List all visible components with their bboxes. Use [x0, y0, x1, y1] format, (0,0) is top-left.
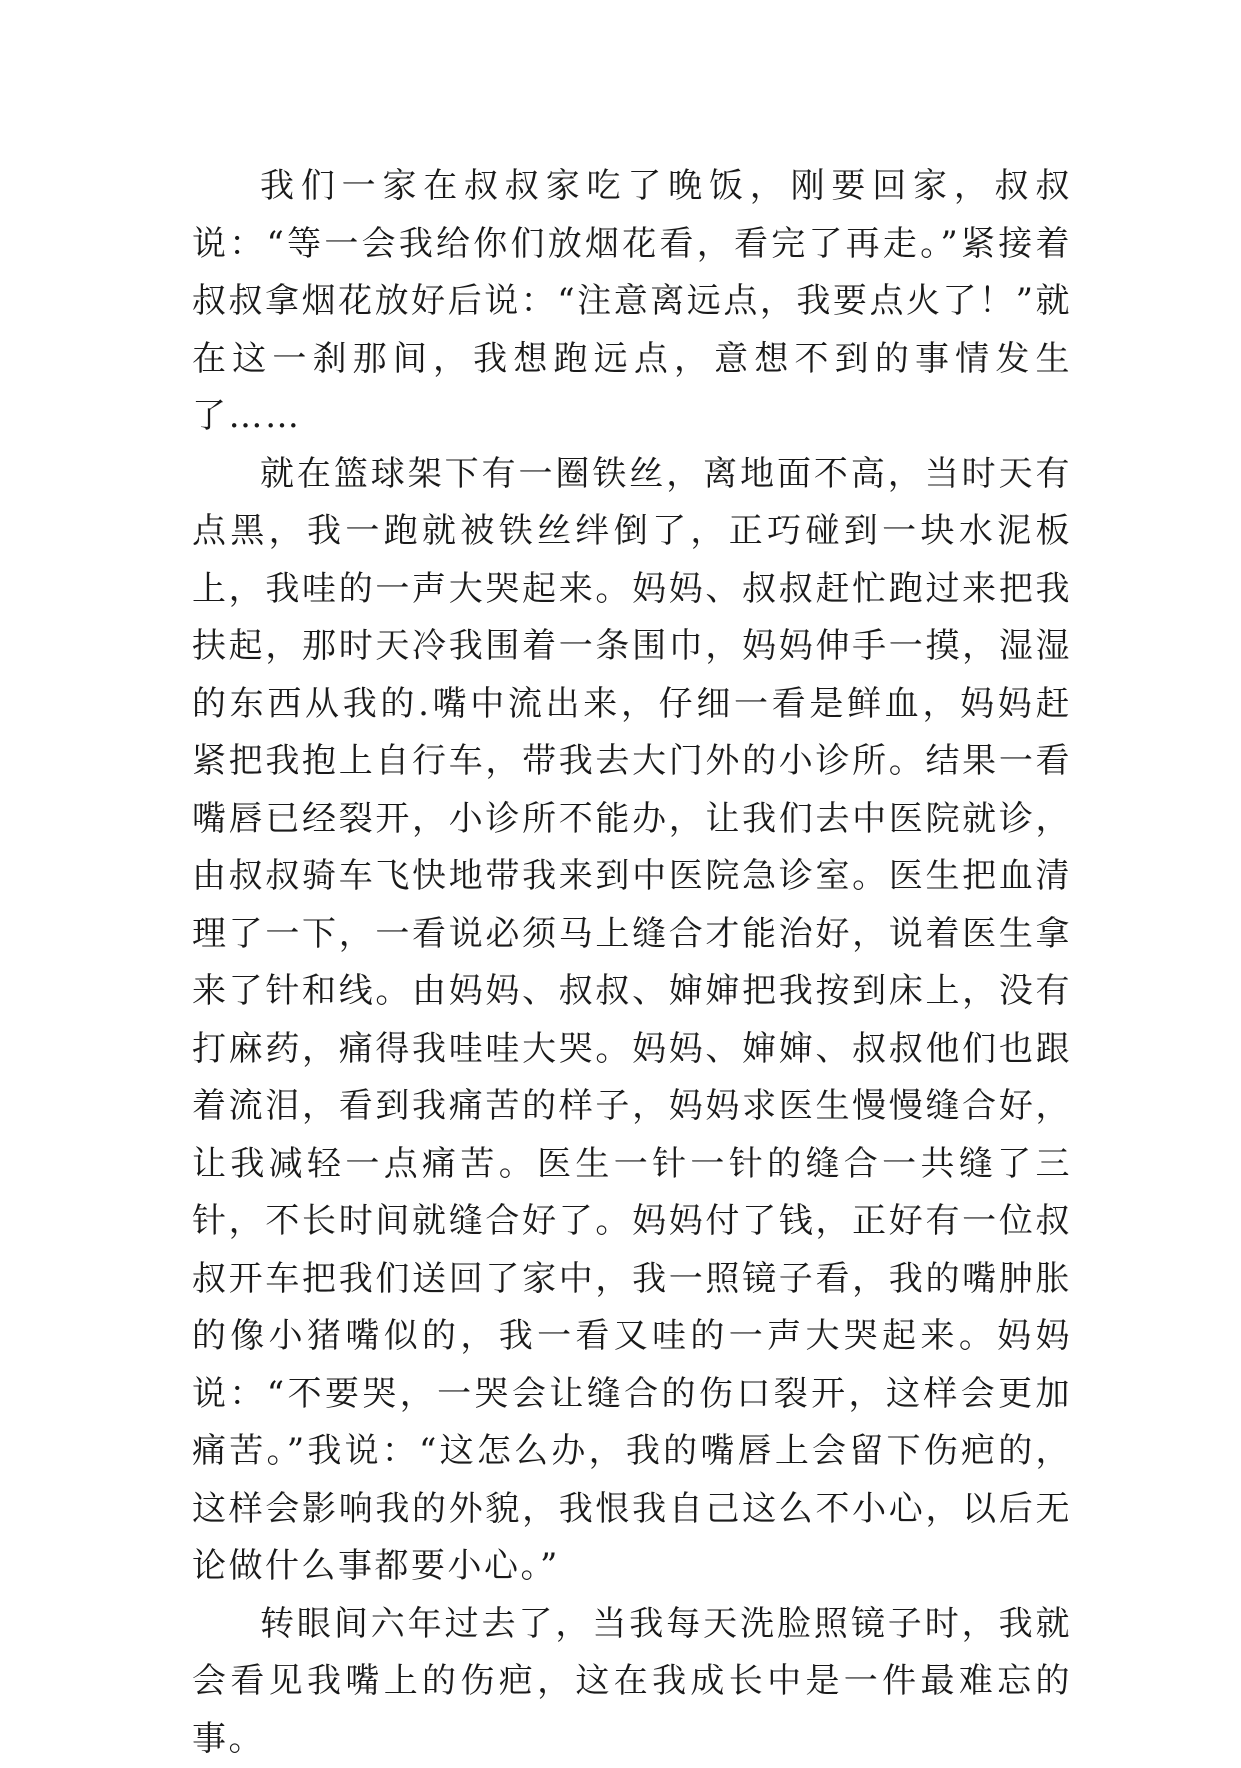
document-body — [192, 158, 1072, 1768]
paragraph-1: 我们一家在叔叔家吃了晚饭，刚要回家，叔叔说：“等一会我给你们放烟花看，看完了再走。”紧接着叔叔拿烟花放好后说：“注意离远点，我要点火了！”就在这一刹那间，我想跑远点，意想不到的事情发生了…… — [192, 158, 1072, 446]
paragraph-3: 转眼间六年过去了，当我每天洗脸照镜子时，我就会看见我嘴上的伤疤，这在我成长中是一件最难忘的事。 — [192, 1596, 1072, 1768]
paragraph-2: 就在篮球架下有一圈铁丝，离地面不高，当时天有点黑，我一跑就被铁丝绊倒了，正巧碰到一块水泥板上，我哇的一声大哭起来。妈妈、叔叔赶忙跑过来把我扶起，那时天冷我围着一条围巾，妈妈伸手一摸，湿湿的东西从我的.嘴中流出来，仔细一看是鲜血，妈妈赶紧把我抱上自行车，带我去大门外的小诊所。结果一看嘴唇已经裂开，小诊所不能办，让我们去中医院就诊，由叔叔骑车飞快地带我来到中医院急诊室。医生把血清理了一下，一看说必须马上缝合才能治好，说着医生拿来了针和线。由妈妈、叔叔、婶婶把我按到床上，没有打麻药，痛得我哇哇大哭。妈妈、婶婶、叔叔他们也跟着流泪，看到我痛苦的样子，妈妈求医生慢慢缝合好，让我减轻一点痛苦。医生一针一针的缝合一共缝了三针，不长时间就缝合好了。妈妈付了钱，正好有一位叔叔开车把我们送回了家中，我一照镜子看，我的嘴肿胀的像小猪嘴似的，我一看又哇的一声大哭起来。妈妈说：“不要哭，一哭会让缝合的伤口裂开，这样会更加痛苦。”我说：“这怎么办，我的嘴唇上会留下伤疤的，这样会影响我的外貌，我恨我自己这么不小心，以后无论做什么事都要小心。” — [192, 446, 1072, 1596]
